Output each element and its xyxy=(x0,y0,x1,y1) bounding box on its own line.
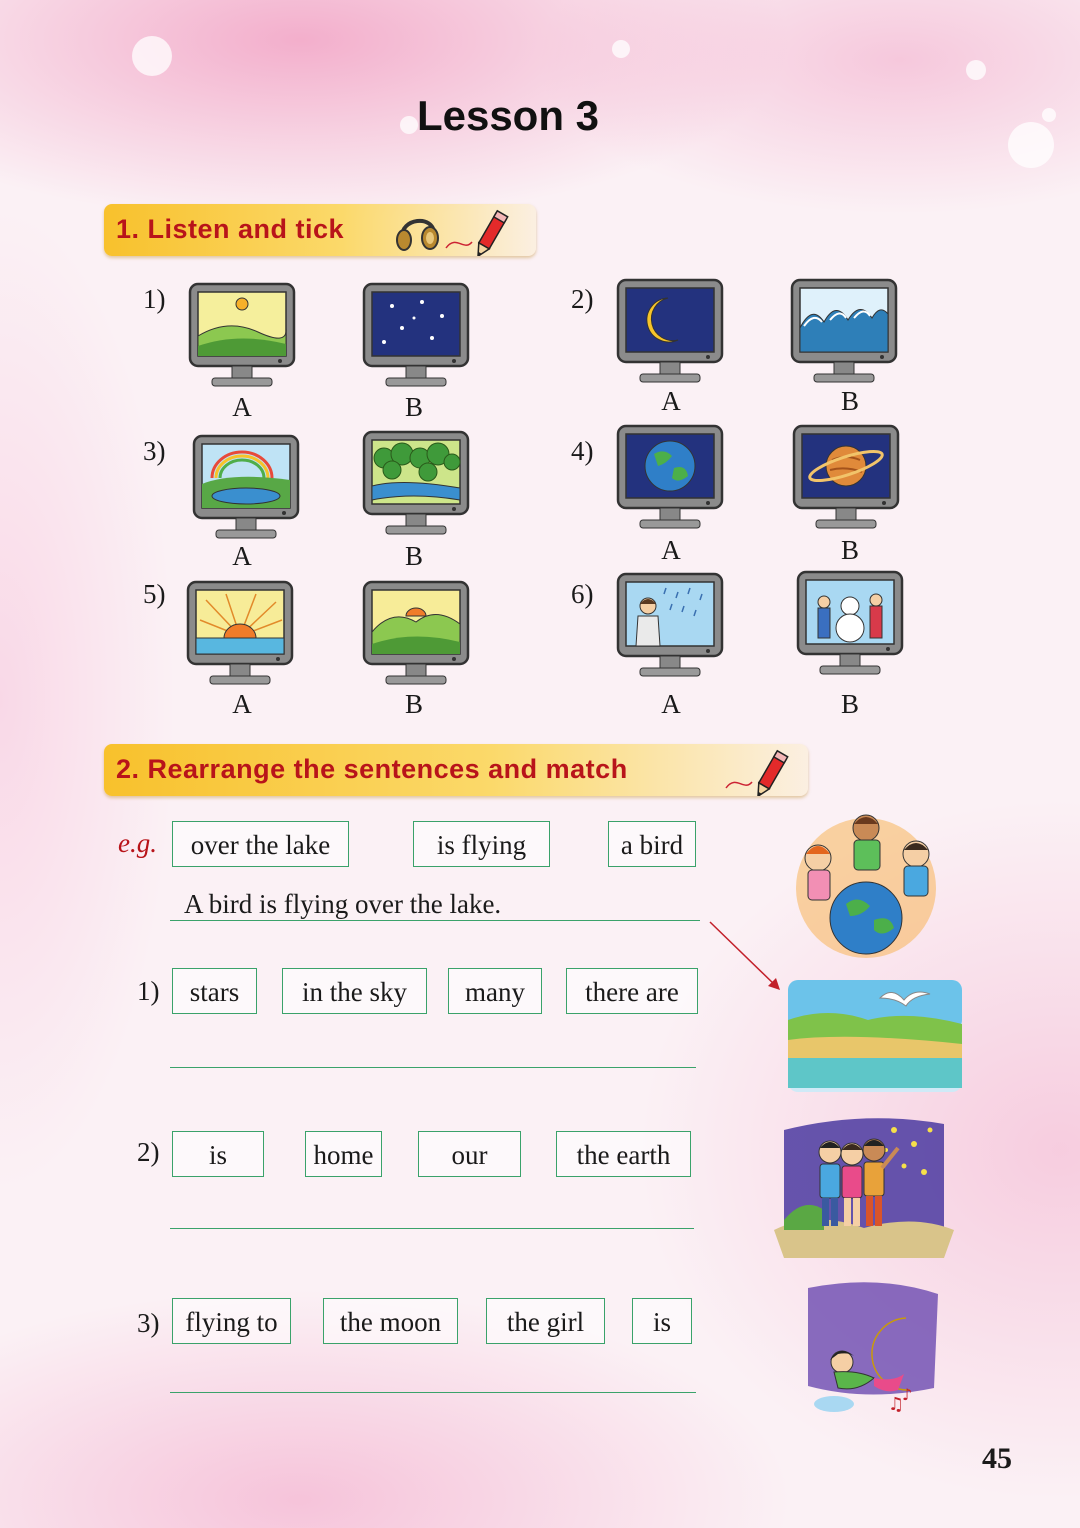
decor-bubble xyxy=(132,36,172,76)
word-box: is flying xyxy=(413,821,550,867)
example-label: e.g. xyxy=(118,828,157,858)
option-letter: A xyxy=(661,689,681,719)
word-box: a bird xyxy=(608,821,696,867)
option-letter: B xyxy=(404,541,423,571)
lesson-title: Lesson 3 xyxy=(416,92,600,139)
word-box[interactable]: the moon xyxy=(323,1298,458,1344)
option-letter: B xyxy=(404,392,423,422)
item-number: 3) xyxy=(137,1308,160,1338)
item-number: 3) xyxy=(143,436,166,466)
monitor-6b-snowman[interactable] xyxy=(796,570,904,680)
word-box: over the lake xyxy=(172,821,349,867)
word-box[interactable]: our xyxy=(418,1131,521,1177)
item-number: 4) xyxy=(571,436,594,466)
item-number: 1) xyxy=(143,284,166,314)
word-box[interactable]: many xyxy=(448,968,542,1014)
decor-bubble xyxy=(1042,108,1056,122)
answer-line xyxy=(170,920,700,921)
monitor-2b-waves[interactable] xyxy=(790,278,898,388)
monitor-5b-hills[interactable] xyxy=(362,580,470,690)
monitor-4b-planet[interactable] xyxy=(792,424,900,534)
word-box[interactable]: the earth xyxy=(556,1131,691,1177)
monitor-6a-rain[interactable] xyxy=(616,572,724,682)
monitor-1a-sun-hills[interactable] xyxy=(188,282,296,392)
monitor-5a-sunrise[interactable] xyxy=(186,580,294,690)
word-box[interactable]: home xyxy=(305,1131,382,1177)
word-box[interactable]: flying to xyxy=(172,1298,291,1344)
word-box[interactable]: is xyxy=(632,1298,692,1344)
item-number: 5) xyxy=(143,579,166,609)
svg-text:♪: ♪ xyxy=(902,1385,913,1404)
monitor-1b-stars[interactable] xyxy=(362,282,470,392)
option-letter: A xyxy=(232,689,252,719)
answer-line[interactable] xyxy=(170,1228,694,1229)
section-2-banner xyxy=(104,744,808,796)
monitor-3a-rainbow-lake[interactable] xyxy=(192,434,300,544)
section-2-heading: 2. Rearrange the sentences and match xyxy=(116,754,628,784)
option-letter: A xyxy=(661,386,681,416)
option-letter: A xyxy=(661,535,681,565)
picture-girl-moon[interactable] xyxy=(798,1278,948,1420)
item-number: 6) xyxy=(571,579,594,609)
item-number: 2) xyxy=(137,1137,160,1167)
monitor-3b-forest[interactable] xyxy=(362,430,470,540)
headphones-icon xyxy=(394,208,442,254)
svg-text:♫: ♫ xyxy=(888,1394,905,1415)
item-number: 2) xyxy=(571,284,594,314)
item-number: 1) xyxy=(137,976,160,1006)
picture-bird-lake[interactable] xyxy=(788,980,962,1092)
monitor-4a-earth[interactable] xyxy=(616,424,724,534)
word-box[interactable]: the girl xyxy=(486,1298,605,1344)
monitor-2a-moon[interactable] xyxy=(616,278,724,388)
option-letter: B xyxy=(840,386,859,416)
option-letter: A xyxy=(232,541,252,571)
section-1-banner xyxy=(104,204,536,256)
pencil-icon xyxy=(442,204,518,256)
page-number: 45 xyxy=(982,1442,1012,1475)
picture-children-earth[interactable] xyxy=(786,808,946,958)
answer-line[interactable] xyxy=(170,1067,696,1068)
option-letter: B xyxy=(840,535,859,565)
picture-children-stars[interactable] xyxy=(774,1110,954,1260)
decor-bubble xyxy=(966,60,986,80)
answer-line[interactable] xyxy=(170,1392,696,1393)
word-box[interactable]: there are xyxy=(566,968,698,1014)
word-box[interactable]: stars xyxy=(172,968,257,1014)
section-1-heading: 1. Listen and tick xyxy=(116,214,345,244)
pencil-icon xyxy=(722,744,798,796)
decor-bubble xyxy=(612,40,630,58)
match-arrow-icon xyxy=(706,918,786,998)
option-letter: B xyxy=(404,689,423,719)
option-letter: B xyxy=(840,689,859,719)
example-answer: A bird is flying over the lake. xyxy=(184,889,502,919)
option-letter: A xyxy=(232,392,252,422)
word-box[interactable]: is xyxy=(172,1131,264,1177)
word-box[interactable]: in the sky xyxy=(282,968,427,1014)
